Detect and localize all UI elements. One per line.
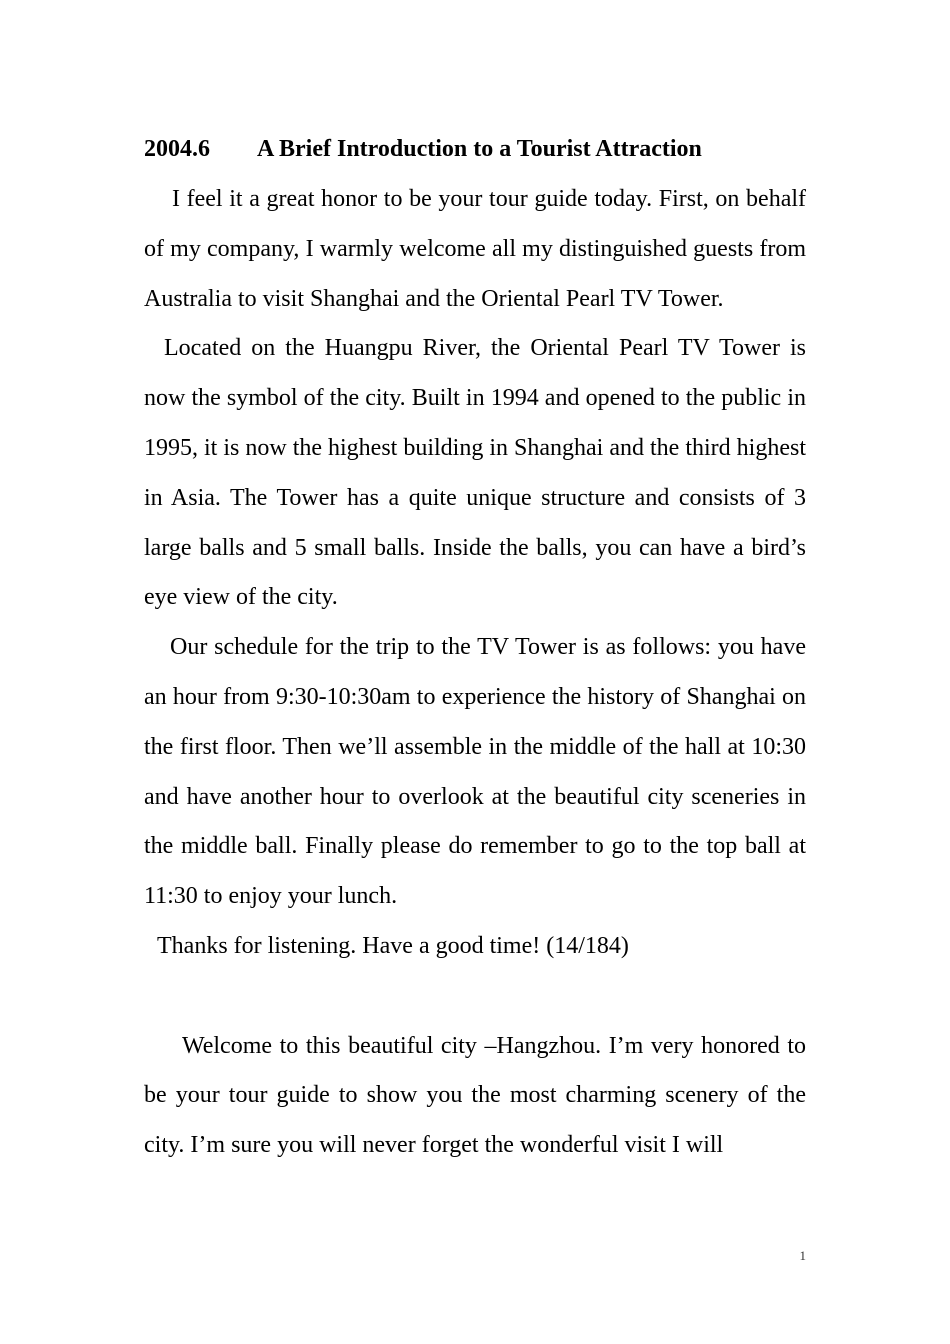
- paragraph-tower-description: Located on the Huangpu River, the Oriental Pearl TV Tower is now the symbol of the city. Built in 1994 and opened to the public in 1995, it is now the highest building in Shanghai and the third highest in Asia. The Tower has a quite unique structure and consists of 3 large balls and 5 small balls. Inside the balls, you can have a bird’s eye view of the city.: [144, 335, 806, 611]
- paragraph-welcome-hangzhou: Welcome to this beautiful city –Hangzhou. I’m very honored to be your tour guide to show you the most charming scenery of the city. I’m sure you will never forget the wonderful visit I will: [144, 1032, 806, 1159]
- paragraph-schedule: Our schedule for the trip to the TV Tower is as follows: you have an hour from 9:30-10:30am to experience the history of Shanghai on the first floor. Then we’ll assemble in the middle of the hall at 10:30 and have another hour to overlook at the beautiful city sceneries in the middle ball. Finally please do remember to go to the top ball at 11:30 to enjoy your lunch.: [144, 634, 806, 910]
- heading-date: 2004.6: [144, 136, 210, 162]
- paragraph-welcome-shanghai: I feel it a great honor to be your tour guide today. First, on behalf of my company, I warmly welcome all my distinguished guests from Australia to visit Shanghai and the Oriental Pearl TV Tower.: [144, 186, 806, 312]
- document-body: [144, 175, 806, 1171]
- paragraph-closing: Thanks for listening. Have a good time! (14/184): [157, 932, 629, 959]
- blank-line: [144, 972, 806, 1022]
- heading-title: A Brief Introduction to a Tourist Attraction: [257, 136, 702, 162]
- section-heading: [144, 133, 806, 165]
- page-number: 1: [799, 1248, 806, 1263]
